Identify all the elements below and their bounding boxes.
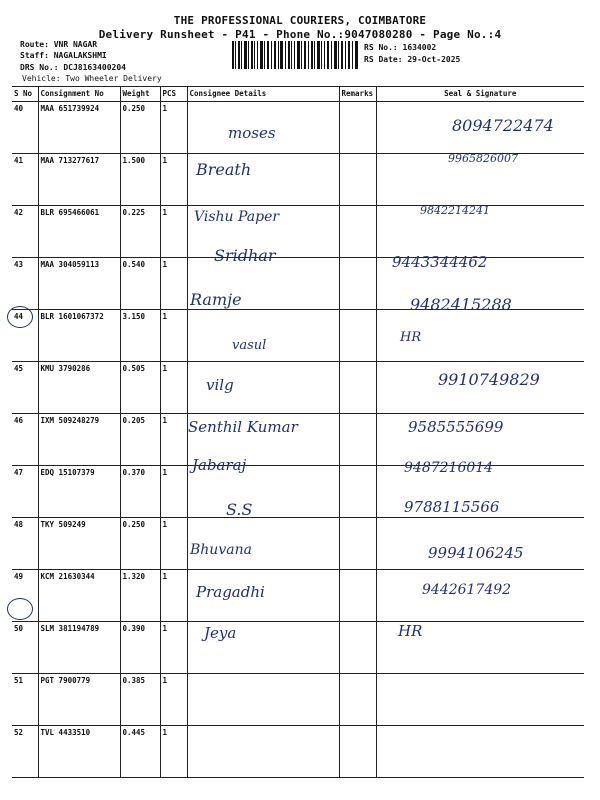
col-header-weight: Weight xyxy=(120,87,160,102)
remarks-cell xyxy=(339,102,376,154)
weight-cell: 0.225 xyxy=(120,206,160,258)
sno-cell: 52 xyxy=(12,726,38,778)
col-header-consignee: Consignee Details xyxy=(187,87,339,102)
handwritten-signature: 9842214241 xyxy=(420,204,490,217)
handwritten-name: vasul xyxy=(232,338,267,353)
col-header-consignment: Consignment No xyxy=(38,87,120,102)
consignment-cell: KMU 3790286 xyxy=(38,362,120,414)
pcs-cell: 1 xyxy=(160,414,187,466)
route-label: Route: VNR NAGAR xyxy=(20,40,98,49)
consignment-cell: PGT 7900779 xyxy=(38,674,120,726)
handwritten-signature: 9482415288 xyxy=(410,295,512,314)
consignee-cell xyxy=(187,310,339,362)
pcs-cell: 1 xyxy=(160,518,187,570)
weight-cell: 1.320 xyxy=(120,570,160,622)
sno-cell: 45 xyxy=(12,362,38,414)
handwritten-signature: 9910749829 xyxy=(438,370,540,389)
signature-cell xyxy=(376,726,584,778)
staff-label: Staff: NAGALAKSHMI xyxy=(20,51,107,60)
pcs-cell: 1 xyxy=(160,206,187,258)
consignment-cell: TKY 509249 xyxy=(38,518,120,570)
handwritten-signature: HR xyxy=(398,622,423,640)
remarks-cell xyxy=(339,622,376,674)
sno-cell: 41 xyxy=(12,154,38,206)
handwritten-signature: 9443344462 xyxy=(392,253,488,271)
table-row xyxy=(12,622,584,674)
sno-cell: 50 xyxy=(12,622,38,674)
pcs-cell: 1 xyxy=(160,154,187,206)
table-row xyxy=(12,674,584,726)
consignment-cell: IXM 509248279 xyxy=(38,414,120,466)
handwritten-name: Pragadhi xyxy=(196,583,265,601)
sno-cell: 42 xyxy=(12,206,38,258)
handwritten-name: Senthil Kumar xyxy=(188,418,298,436)
drs-label: DRS No.: DCJ8163400204 xyxy=(20,63,126,72)
pcs-cell: 1 xyxy=(160,258,187,310)
pcs-cell: 1 xyxy=(160,726,187,778)
remarks-cell xyxy=(339,362,376,414)
runsheet-subtitle: Delivery Runsheet - P41 - Phone No.:9047080280 - Page No.:4 xyxy=(98,28,502,41)
handwritten-signature: 9994106245 xyxy=(428,544,524,562)
col-header-pcs: PCS xyxy=(160,87,187,102)
sno-cell: 40 xyxy=(12,102,38,154)
handwritten-signature: 9442617492 xyxy=(422,582,512,598)
consignment-cell: TVL 4433510 xyxy=(38,726,120,778)
handwritten-signature: 9487216014 xyxy=(404,460,494,476)
sno-cell: 51 xyxy=(12,674,38,726)
weight-cell: 0.385 xyxy=(120,674,160,726)
consignment-cell: BLR 695466061 xyxy=(38,206,120,258)
col-header-remarks: Remarks xyxy=(339,87,376,102)
consignment-cell: MAA 713277617 xyxy=(38,154,120,206)
handwritten-signature: 9965826007 xyxy=(448,152,518,165)
remarks-cell xyxy=(339,206,376,258)
col-header-signature: Seal & Signature xyxy=(376,87,584,102)
consignment-cell: KCM 21630344 xyxy=(38,570,120,622)
remarks-cell xyxy=(339,258,376,310)
rs-date: RS Date: 29-Oct-2025 xyxy=(364,55,461,64)
table-row xyxy=(12,206,584,258)
remarks-cell xyxy=(339,726,376,778)
consignment-cell: MAA 651739924 xyxy=(38,102,120,154)
sno-cell: 48 xyxy=(12,518,38,570)
pcs-cell: 1 xyxy=(160,674,187,726)
table-header-row xyxy=(12,87,584,102)
handwritten-name: Sridhar xyxy=(214,246,276,265)
handwritten-name: Vishu Paper xyxy=(194,209,280,225)
remarks-cell xyxy=(339,674,376,726)
remarks-cell xyxy=(339,518,376,570)
handwritten-signature: 9585555699 xyxy=(408,418,504,436)
sno-cell: 44 xyxy=(12,310,38,362)
handwritten-name: Bhuvana xyxy=(190,542,252,558)
weight-cell: 0.250 xyxy=(120,518,160,570)
sno-cell: 49 xyxy=(12,570,38,622)
consignee-cell xyxy=(187,674,339,726)
weight-cell: 0.540 xyxy=(120,258,160,310)
pcs-cell: 1 xyxy=(160,622,187,674)
pcs-cell: 1 xyxy=(160,570,187,622)
handwritten-name: S.S xyxy=(226,500,253,519)
weight-cell: 0.390 xyxy=(120,622,160,674)
sno-cell: 46 xyxy=(12,414,38,466)
remarks-cell xyxy=(339,570,376,622)
handwritten-signature: HR xyxy=(400,330,422,345)
weight-cell: 3.150 xyxy=(120,310,160,362)
consignment-cell: SLM 381194789 xyxy=(38,622,120,674)
weight-cell: 0.370 xyxy=(120,466,160,518)
weight-cell: 0.250 xyxy=(120,102,160,154)
consignment-cell: EDQ 15107379 xyxy=(38,466,120,518)
vehicle-label: Vehicle: Two Wheeler Delivery xyxy=(22,74,162,83)
pcs-cell: 1 xyxy=(160,102,187,154)
table-row xyxy=(12,726,584,778)
consignment-cell: MAA 304059113 xyxy=(38,258,120,310)
consignee-cell xyxy=(187,726,339,778)
handwritten-name: Breath xyxy=(196,160,252,179)
ink-circle-marker xyxy=(7,598,33,620)
remarks-cell xyxy=(339,310,376,362)
weight-cell: 0.505 xyxy=(120,362,160,414)
ink-circle-marker xyxy=(7,306,33,328)
remarks-cell xyxy=(339,414,376,466)
handwritten-name: Ramje xyxy=(190,290,242,309)
table-row xyxy=(12,310,584,362)
company-title: THE PROFESSIONAL COURIERS, COIMBATORE xyxy=(173,14,427,27)
handwritten-signature: 9788115566 xyxy=(404,498,500,516)
consignment-cell: BLR 1601067372 xyxy=(38,310,120,362)
weight-cell: 0.445 xyxy=(120,726,160,778)
barcode xyxy=(232,41,358,69)
remarks-cell xyxy=(339,466,376,518)
weight-cell: 1.500 xyxy=(120,154,160,206)
remarks-cell xyxy=(339,154,376,206)
weight-cell: 0.205 xyxy=(120,414,160,466)
col-header-sno: S No xyxy=(12,87,38,102)
pcs-cell: 1 xyxy=(160,362,187,414)
sno-cell: 47 xyxy=(12,466,38,518)
handwritten-name: Jabaraj xyxy=(192,456,247,474)
handwritten-name: moses xyxy=(228,124,276,142)
sno-cell: 43 xyxy=(12,258,38,310)
pcs-cell: 1 xyxy=(160,310,187,362)
handwritten-name: vilg xyxy=(206,376,234,394)
pcs-cell: 1 xyxy=(160,466,187,518)
handwritten-name: Jeya xyxy=(204,624,237,642)
rs-number: RS No.: 1634002 xyxy=(364,43,437,52)
handwritten-signature: 8094722474 xyxy=(452,116,554,135)
signature-cell xyxy=(376,674,584,726)
